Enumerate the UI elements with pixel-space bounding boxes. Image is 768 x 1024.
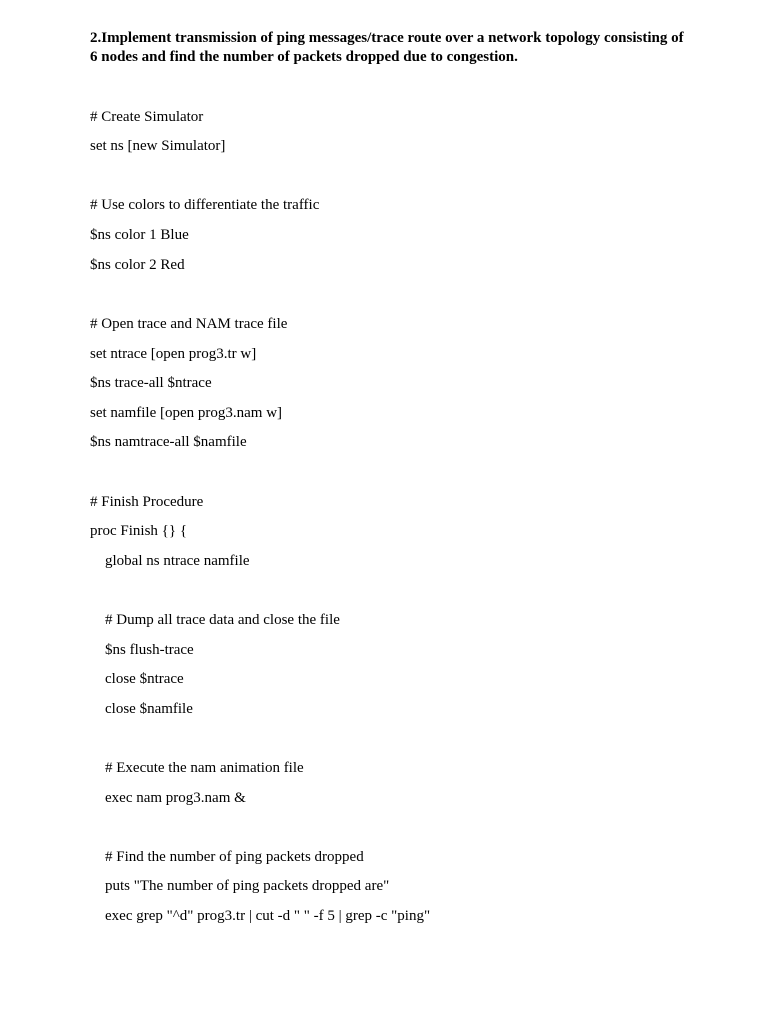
code-line-set-ntrace: set ntrace [open prog3.tr w]: [90, 346, 257, 362]
code-line-puts: puts "The number of ping packets dropped are": [105, 878, 390, 894]
code-line-color-red: $ns color 2 Red: [90, 257, 185, 273]
code-comment-dump-trace: # Dump all trace data and close the file: [105, 612, 340, 628]
code-line-exec-nam: exec nam prog3.nam &: [105, 790, 246, 806]
code-comment-open-trace: # Open trace and NAM trace file: [90, 316, 288, 332]
code-line-set-namfile: set namfile [open prog3.nam w]: [90, 405, 283, 421]
code-line-close-ntrace: close $ntrace: [105, 671, 184, 687]
code-line-trace-all: $ns trace-all $ntrace: [90, 375, 212, 391]
code-comment-finish-procedure: # Finish Procedure: [90, 494, 204, 510]
code-line-close-namfile: close $namfile: [105, 701, 193, 717]
code-comment-execute-nam: # Execute the nam animation file: [105, 760, 304, 776]
code-line-flush-trace: $ns flush-trace: [105, 642, 194, 658]
document-title: 2.Implement transmission of ping messages/trace route over a network topology consisting of 6 nodes and find the number of packets dropped due to congestion.: [90, 30, 684, 65]
code-line-proc-finish: proc Finish {} {: [90, 523, 188, 539]
code-line-exec-grep: exec grep "^d" prog3.tr | cut -d " " -f 5 | grep -c "ping": [105, 908, 431, 924]
code-comment-colors: # Use colors to differentiate the traffic: [90, 197, 320, 213]
code-comment-create-simulator: # Create Simulator: [90, 109, 204, 125]
code-line-global: global ns ntrace namfile: [105, 553, 250, 569]
code-line-namtrace-all: $ns namtrace-all $namfile: [90, 434, 247, 450]
code-comment-find-dropped: # Find the number of ping packets dropped: [105, 849, 364, 865]
code-line-color-blue: $ns color 1 Blue: [90, 227, 189, 243]
code-line-set-ns: set ns [new Simulator]: [90, 138, 226, 154]
